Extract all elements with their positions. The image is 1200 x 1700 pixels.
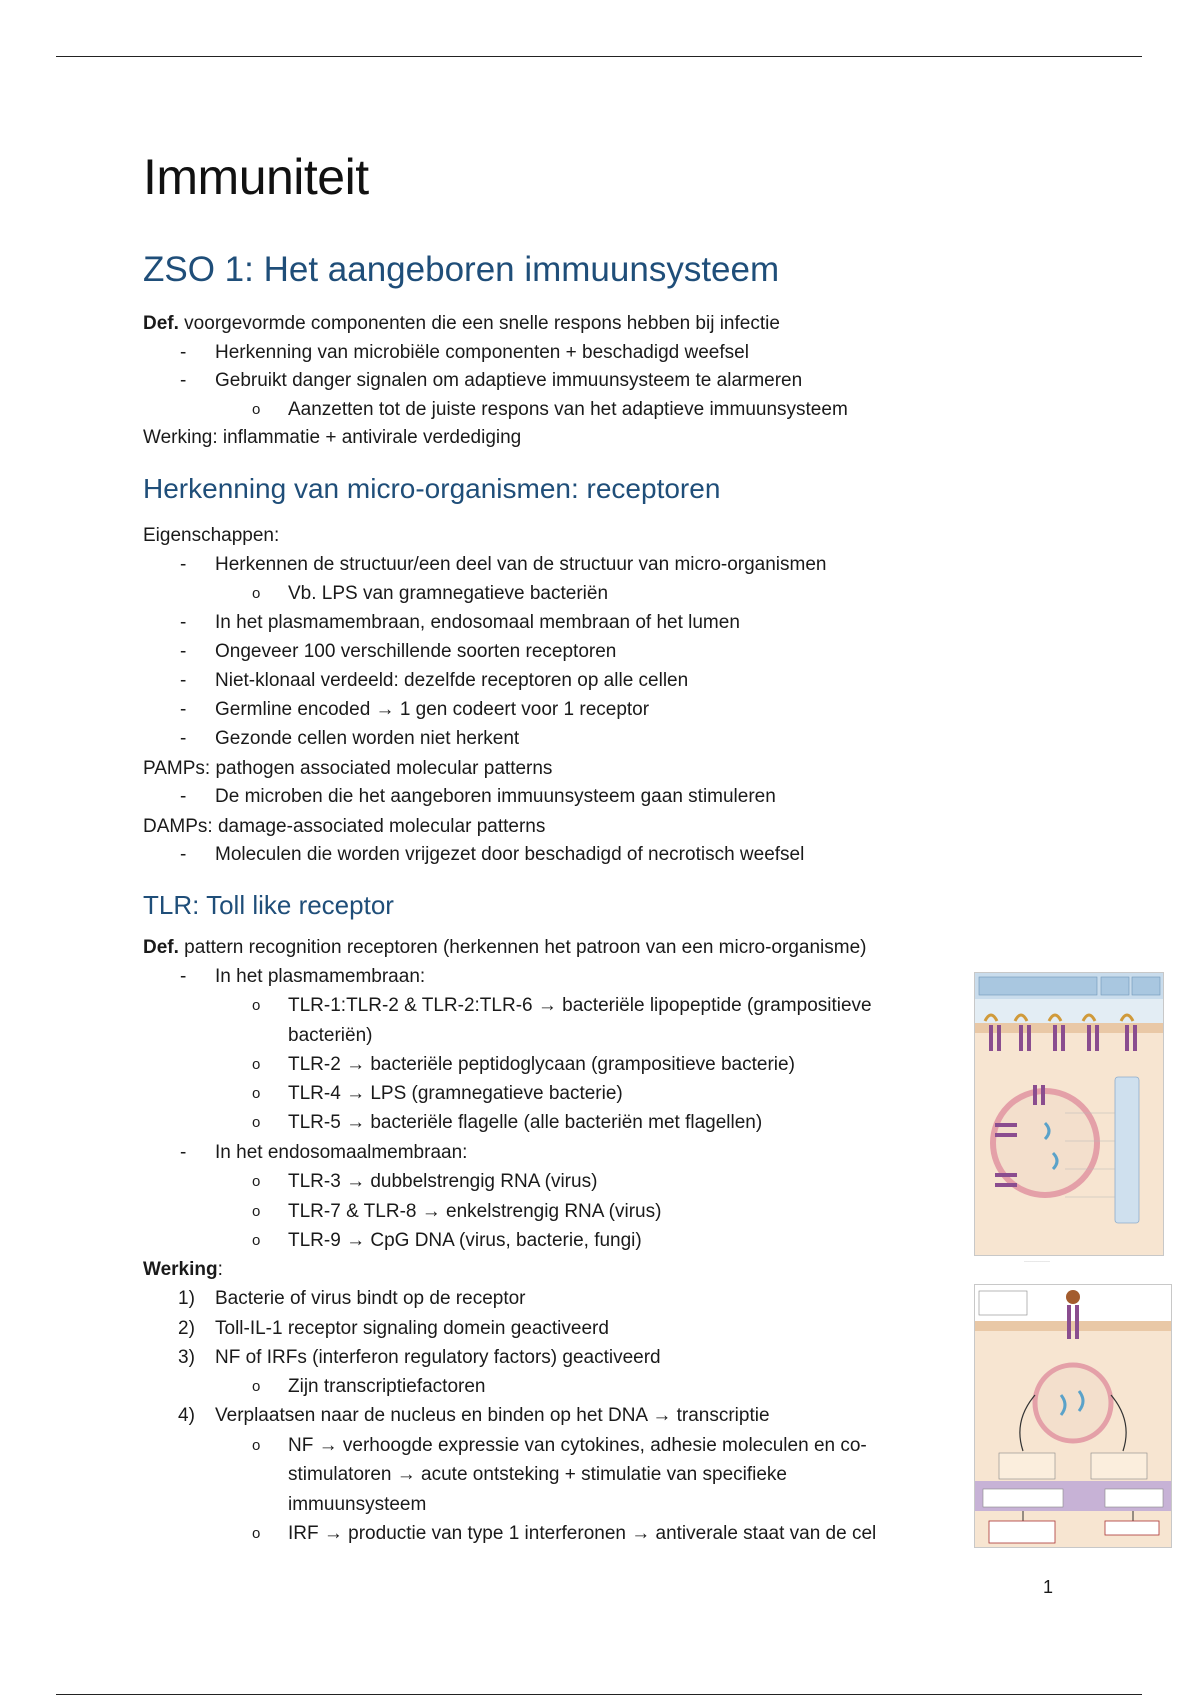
werking-colon: : (217, 1259, 223, 1280)
step-number: 4) (178, 1405, 195, 1426)
list-item: In het endosomaalmembraan: (215, 1142, 468, 1163)
list-subitem: IRF → productie van type 1 interferonen → antiverale staat van de cel (288, 1523, 877, 1544)
top-rule (56, 56, 1142, 57)
figure-credit: ············· (1024, 1259, 1050, 1265)
list-subitem: NF → verhoogde expressie van cytokines, adhesie moleculen en co- (288, 1435, 867, 1456)
list-item: Ongeveer 100 verschillende soorten receptoren (215, 641, 617, 662)
bullet-circle: o (252, 1114, 261, 1131)
list-item: Germline encoded → 1 gen codeert voor 1 receptor (215, 699, 650, 720)
bullet-dash: - (180, 844, 187, 865)
tlr-location-figure (974, 972, 1164, 1256)
bullet-circle: o (252, 1437, 261, 1454)
document-title: Immuniteit (143, 149, 369, 205)
step-number: 1) (178, 1288, 195, 1309)
list-subitem: Aanzetten tot de juiste respons van het adaptieve immuunsysteem (288, 399, 848, 420)
list-item: Herkenning van microbiële componenten + beschadigd weefsel (215, 342, 749, 363)
list-item: Niet-klonaal verdeeld: dezelfde receptoren op alle cellen (215, 670, 689, 691)
list-subitem: TLR-7 & TLR-8 → enkelstrengig RNA (virus) (288, 1201, 662, 1222)
bullet-circle: o (252, 1232, 261, 1249)
bullet-dash: - (180, 641, 187, 662)
tlr-werking-line (143, 1258, 223, 1282)
werking-line: Werking: inflammatie + antivirale verdediging (143, 427, 522, 448)
section-heading: ZSO 1: Het aangeboren immuunsysteem (143, 250, 780, 289)
bullet-circle: o (252, 1203, 261, 1220)
bullet-dash: - (180, 1142, 187, 1163)
pamps-line: PAMPs: pathogen associated molecular patterns (143, 758, 553, 779)
bullet-dash: - (180, 342, 187, 363)
step-text: Toll-IL-1 receptor signaling domein geactiveerd (215, 1318, 609, 1339)
page-number: 1 (1043, 1577, 1054, 1597)
list-subitem: Vb. LPS van gramnegatieve bacteriën (288, 583, 609, 604)
def-label: Def. (143, 313, 179, 334)
step-number: 2) (178, 1318, 195, 1339)
list-subitem: TLR-1:TLR-2 & TLR-2:TLR-6 → bacteriële lipopeptide (grampositieve (288, 995, 872, 1016)
bullet-dash: - (180, 670, 187, 691)
bullet-dash: - (180, 370, 187, 391)
tlr-def-text: pattern recognition receptoren (herkennen het patroon van een micro-organisme) (178, 937, 867, 958)
step-text: NF of IRFs (interferon regulatory factors) geactiveerd (215, 1347, 661, 1368)
tlr-signaling-figure (974, 1284, 1172, 1548)
list-item: Gezonde cellen worden niet herkent (215, 728, 520, 749)
list-subitem: TLR-5 → bacteriële flagelle (alle bacteriën met flagellen) (288, 1112, 763, 1133)
bullet-dash: - (180, 554, 187, 575)
receptors-heading: Herkenning van micro-organismen: receptoren (143, 473, 721, 504)
bullet-dash: - (180, 699, 187, 720)
tlr-location-diagram (975, 973, 1163, 1255)
list-item: In het plasmamembraan: (215, 966, 426, 987)
definition-line (143, 312, 780, 336)
list-subitem-cont: stimulatoren → acute ontsteking + stimulatie van specifieke (288, 1464, 788, 1485)
tlr-heading: TLR: Toll like receptor (143, 890, 394, 920)
bullet-circle: o (252, 1085, 261, 1102)
tlr-signaling-diagram (975, 1285, 1171, 1547)
eigenschappen-label: Eigenschappen: (143, 525, 280, 546)
list-subitem: Zijn transcriptiefactoren (288, 1376, 486, 1397)
tlr-def-label: Def. (143, 937, 179, 958)
def-text: voorgevormde componenten die een snelle respons hebben bij infectie (178, 313, 780, 334)
list-item: In het plasmamembraan, endosomaal membraan of het lumen (215, 612, 740, 633)
werking-label: Werking (143, 1259, 218, 1280)
step-text: Verplaatsen naar de nucleus en binden op het DNA → transcriptie (215, 1405, 770, 1426)
list-subitem: TLR-2 → bacteriële peptidoglycaan (grampositieve bacterie) (288, 1054, 795, 1075)
bullet-dash: - (180, 612, 187, 633)
bullet-circle: o (252, 1173, 261, 1190)
list-subitem-cont: bacteriën) (288, 1025, 373, 1046)
bullet-circle: o (252, 401, 261, 418)
damps-line: DAMPs: damage-associated molecular patterns (143, 816, 546, 837)
list-subitem: TLR-9 → CpG DNA (virus, bacterie, fungi) (288, 1230, 642, 1251)
bullet-circle: o (252, 1056, 261, 1073)
bullet-circle: o (252, 1525, 261, 1542)
list-subitem-cont: immuunsysteem (288, 1494, 427, 1515)
step-number: 3) (178, 1347, 195, 1368)
bottom-rule (56, 1694, 1142, 1695)
list-subitem: TLR-4 → LPS (gramnegatieve bacterie) (288, 1083, 623, 1104)
list-item: Herkennen de structuur/een deel van de structuur van micro-organismen (215, 554, 827, 575)
list-item: Moleculen die worden vrijgezet door beschadigd of necrotisch weefsel (215, 844, 805, 865)
bullet-circle: o (252, 1378, 261, 1395)
list-subitem: TLR-3 → dubbelstrengig RNA (virus) (288, 1171, 598, 1192)
bullet-dash: - (180, 786, 187, 807)
bullet-circle: o (252, 997, 261, 1014)
list-item: De microben die het aangeboren immuunsysteem gaan stimuleren (215, 786, 776, 807)
bullet-circle: o (252, 585, 261, 602)
step-text: Bacterie of virus bindt op de receptor (215, 1288, 526, 1309)
list-item: Gebruikt danger signalen om adaptieve immuunsysteem te alarmeren (215, 370, 803, 391)
bullet-dash: - (180, 966, 187, 987)
tlr-definition-line (143, 936, 866, 960)
bullet-dash: - (180, 728, 187, 749)
